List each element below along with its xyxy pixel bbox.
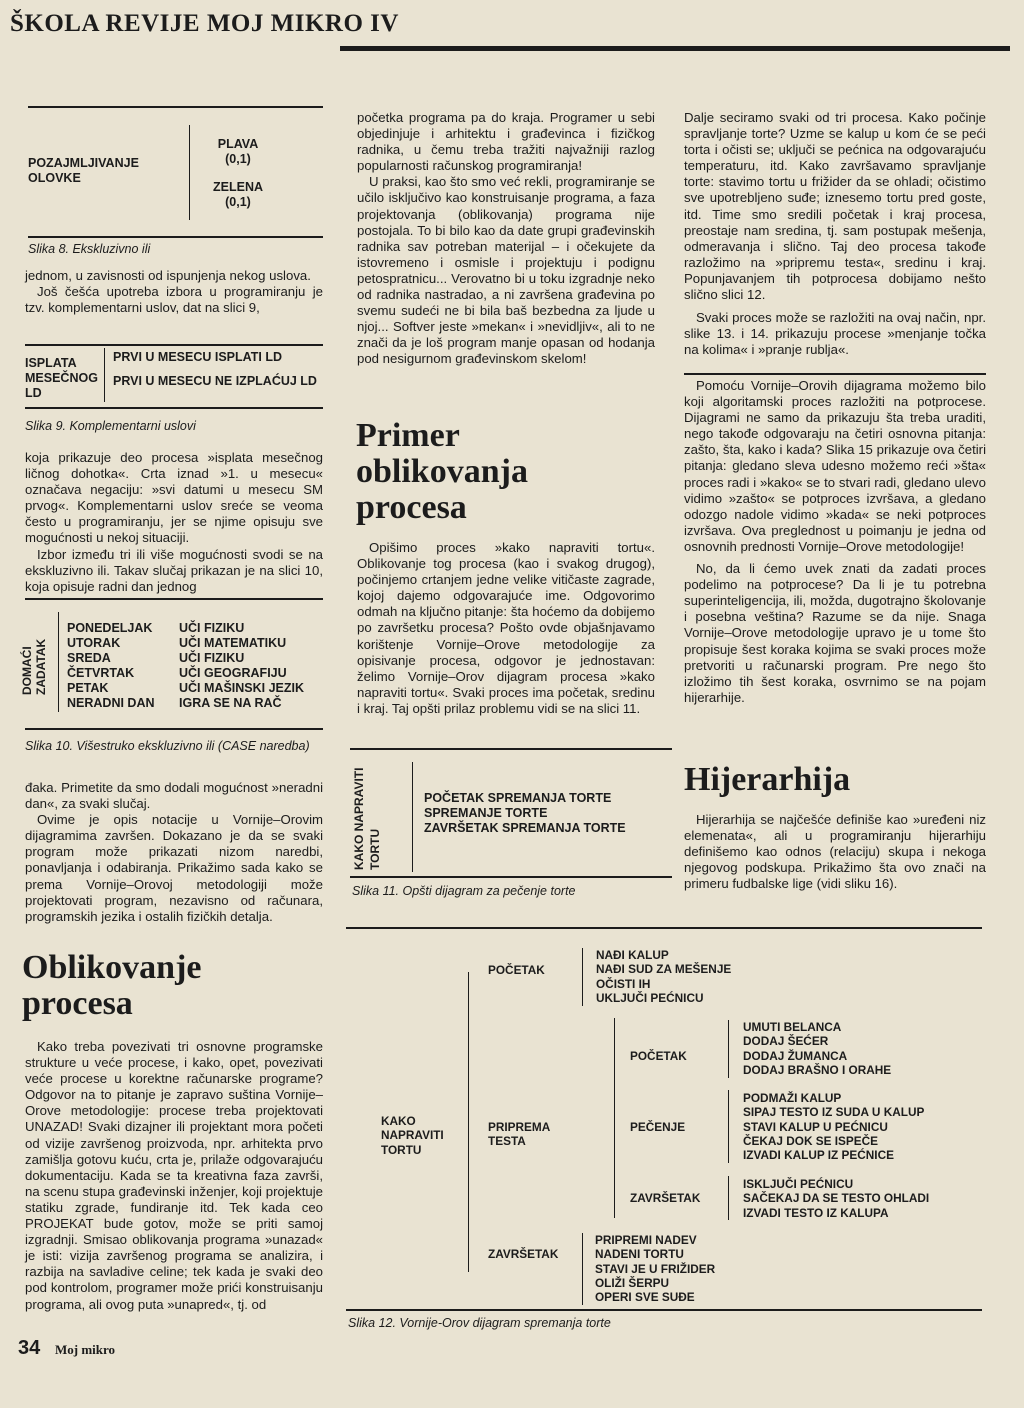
paragraph: Svaki proces može se razložiti na ovaj način, npr. slike 13. i 14. prikazuju procese »menjanje točka na kolima« i »pranje rublja«.: [684, 310, 986, 358]
fig10-caption: Slika 10. Višestruko ekskluzivno ili (CASE naredba): [25, 739, 310, 753]
divider: [25, 598, 323, 600]
divider: [350, 876, 672, 878]
page-number: 34: [18, 1337, 41, 1359]
day-item: UTORAK: [67, 636, 121, 650]
col2-block-1: [357, 110, 655, 368]
fig11-caption: Slika 11. Opšti dijagram za pečenje torte: [352, 884, 576, 898]
fig12-bake-brace: [728, 1090, 729, 1163]
paragraph: koja prikazuje deo procesa »isplata mesečnog ličnog dohotka«. Crta iznad »1. u mesecu« označava negaciju: »svi datumi u mesecu SM prvog«. Komplementarni uslov sreće se veoma često u programiranju, jer se njime opisuju sve mogućnosti u nekoj situaciji.: [25, 450, 323, 546]
fig12-root: KAKO NAPRAVITI TORTU: [381, 1114, 444, 1157]
day-item: PONEDELJAK: [67, 621, 153, 635]
fig10-tasks: [179, 621, 304, 711]
paragraph: Izbor između tri ili više mogućnosti svodi se na ekskluzivno ili. Takav slučaj prikazan je na slici 10, koja opisuje radni dan jednog: [25, 546, 323, 594]
fig10-vertical-label-1: DOMAĆI: [20, 646, 34, 695]
section-heading-oblikovanje: Oblikovanje procesa: [22, 949, 202, 1022]
fig12-l2-end: ZAVRŠETAK: [630, 1191, 701, 1205]
paragraph: jednom, u zavisnosti od ispunjenja nekog uslova.: [25, 268, 311, 283]
paragraph: Pomoću Vornije–Orovih dijagrama možemo bilo koji algoritamski proces razložiti na potprocese. Dijagrami ne samo da prikazuju šta treba uraditi, nego takođe odgovaraju na četiri osnovna pitanja: zašto, šta, kako i kada? Slika 15 prikazuje ova četiri pitanja: gledano sleva udesno možemo reći »šta« proces radi i »kako« se to stvari radi, gledano ulevo vidimo »zašto« se potproces izvršava, a gledano odozgo nadole vidimo »kada« se neki potproces izvršava. Ova preglednost u poimanju je jedna od osnovnih prednosti Vornije–Orove metodologije!: [684, 378, 986, 554]
divider: [25, 728, 323, 730]
fig12-l2-bake: PEČENJE: [630, 1120, 686, 1134]
col1-block-2: [25, 450, 323, 595]
task-item: UČI FIZIKU: [179, 621, 245, 635]
fig8-brace: [189, 125, 190, 220]
fig12-start-items: NAĐI KALUP NAĐI SUD ZA MEŠENJE OČISTI IH UKLJUČI PEĆNICU: [596, 948, 732, 1005]
fig12-root-brace: [468, 972, 469, 1272]
paragraph: Kako treba povezivati tri osnovne programske strukture u veće procese, i kako, opet, povezivati veće procese u korektne računarske programe? Odgovor na to pitanje je zapravo suština Vornije–Orove metodologije: procese treba projektovati UNAZAD! Svaki dizajner ili projektant mora početi od vizije završenog proizvoda, npr. arhitekta prvo zamišlja gotovu kuću, crta je, prilaže odgovarajuću dokumentaciju. Kada se ta kreativna faza završi, na scenu stupa građevinski inženjer, koji projektuje statiku zgrade, fundiranje itd. Tek kada ceo PROJEKAT bude gotov, može se priti samoj izgradnji. Smisao oblikovanja programa »unazad« je isti: vizija završenog programa se analizira, i razbija na savladive celine; tek kada je svaki deo pod kontrolom, programer može prići konstruisanju programa, ali ovog puta »unapred«, tj. od: [25, 1039, 323, 1312]
fig12-prep-brace: [614, 1018, 615, 1218]
divider: [350, 748, 672, 750]
task-item: UČI FIZIKU: [179, 651, 245, 665]
process-item: SPREMANJE TORTE: [424, 806, 548, 820]
fig8-option-1: PLAVA (0,1): [217, 137, 259, 166]
paragraph: đaka. Primetite da smo dodali mogućnost »neradni dan«, za svaki slučaj.: [25, 780, 323, 812]
fig12-caption: Slika 12. Vornije-Orov dijagram spremanja torte: [348, 1316, 611, 1330]
fig12-l2-start: POČETAK: [630, 1049, 687, 1063]
fig12-prep-start-items: UMUTI BELANCA DODAJ ŠEĆER DODAJ ŽUMANCA DODAJ BRAŠNO I ORAHE: [743, 1020, 892, 1077]
fig11-brace: [412, 762, 413, 872]
divider: [28, 236, 323, 238]
process-item: POČETAK SPREMANJA TORTE: [424, 791, 612, 805]
fig9-caption: Slika 9. Komplementarni uslovi: [25, 419, 196, 433]
col3-block-3: [684, 812, 986, 892]
day-item: SREDA: [67, 651, 111, 665]
fig8-caption: Slika 8. Ekskluzivno ili: [28, 242, 151, 256]
header-rule: [340, 46, 1010, 51]
task-item: IGRA SE NA RAČ: [179, 696, 282, 710]
task-item: UČI GEOGRAFIJU: [179, 666, 287, 680]
fig9-brace: [104, 348, 105, 402]
fig10-days: [67, 621, 155, 711]
paragraph: Hijerarhija se najčešće definiše kao »uređeni niz elemenata«, ali u programiranju hijerarhiju definišemo kao odnos (relaciju) skupa i nekoga njegovog podskupa. Prikažimo šta ovo znači na primeru fudbalske lige (vidi sliku 16).: [684, 812, 986, 892]
fig10-vertical-label-2: ZADATAK: [34, 638, 48, 695]
day-item: ČETVRTAK: [67, 666, 135, 680]
process-item: ZAVRŠETAK SPREMANJA TORTE: [424, 821, 626, 835]
task-item: UČI MAŠINSKI JEZIK: [179, 681, 305, 695]
paragraph: Opišimo proces »kako napraviti tortu«. Oblikovanje tog procesa (kao i svakog drugog), počinjemo crtanjem jedne velike vitičaste zagrade, kojoj dajemo odgovarajuće ime. Odgovorimo odmah na ključno pitanje: šta hoćemo da dobijemo po završetku procesa? Pošto ovde objašnjavamo korištenje Vornije–Orove metodologije za opisivanje procesa, odgovor je jednostavan: želimo Vornije–Orov dijagram procesa »kako napraviti tortu«. Svaki proces ima početak, sredinu i kraj. Taj opšti prilaz problemu vidi se na slici 11.: [357, 540, 655, 716]
fig12-prep-start-brace: [728, 1020, 729, 1078]
col1-block-4: [25, 1039, 323, 1313]
paragraph: No, da li ćemo uvek znati da zadati proces podelimo na potprocese? Da li je tu potrebna superinteligencija, ili, možda, dugotrajno školovanje i posebna veština? Razume se da nije. Snaga Vornije–Orove metodologije upravo je u tome što propisuje šest koraka kojima se svaki proces može pretvoriti u računarski program. Pre nego što izložimo tih šest koraka, osvrnimo se na pojam hijerarhije.: [684, 561, 986, 705]
divider: [25, 407, 323, 409]
paragraph: Još češća upotreba izbora u programiranju je tzv. komplementarni uslov, dat na slici 9,: [25, 284, 323, 316]
divider: [346, 927, 982, 929]
col2-block-2: [357, 540, 655, 717]
fig9-left-label: ISPLATA MESEČNOG LD: [25, 356, 98, 400]
day-item: PETAK: [67, 681, 109, 695]
fig12-start-brace: [582, 948, 583, 1006]
paragraph: Dalje seciramo svaki od tri procesa. Kako počinje spravljanje torte? Uzme se kalup u kom će se peći torta i očisti se; uključi se pećnica na odgovarajuću temperaturu, itd. Kako završavamo spravljanje torte: stavimo tortu u frižider da se ohladi; očistimo sve upotrebljeno suđe; iznesemo tortu pred goste, itd. Time smo sredili početak i kraj procesa, preostaje nam sredina, tj. sam postupak mešenja, odmeravanja i slično. Taj deo procesa takođe razložimo na »pripremu testa«, sredinu i kraj. Popunjavanjem tih potprocesa dobijamo nešto slično slici 12.: [684, 110, 986, 303]
fig12-end-brace: [582, 1233, 583, 1305]
fig9-option-1: PRVI U MESECU ISPLATI LD: [113, 350, 283, 364]
fig9-option-2: PRVI U MESECU NE IZPLAĆUJ LD: [113, 374, 317, 388]
divider: [346, 1309, 982, 1311]
fig12-l1-end: ZAVRŠETAK: [488, 1247, 559, 1261]
fig8-option-2: ZELENA (0,1): [213, 180, 263, 209]
paragraph: početka programa pa do kraja. Programer u sebi objedinjuje i arhitektu i građevinca i fizičkog radnika, u čemu treba tražiti najvažniji razlog popularnosti računskog programiranja!: [357, 110, 655, 174]
divider: [25, 344, 323, 346]
fig11-vertical-label-2: TORTU: [368, 828, 382, 870]
paragraph: U praksi, kao što smo već rekli, programiranje se učilo isključivo kao konstruisanje programa, a faza projektovanja (oblikovanja) programa nije postojala. To bi bilo kao da date grupi građevinskih radnika sav potreban materijal – i očekujete da istovremeno i osmisle i projektuju i podignu petospratnicu... Verovatno bi u toku izgradnje neko od radnika nastradao, a ni završena građevina po svemu sudeći ne bi bila baš bezbedna za ljude u njoj... Softver jeste »mekan« i »nevidljiv«, ali to ne znači da je loš program manje opasan od hodanja pod nesigurnom građevinskom skelom!: [357, 174, 655, 367]
fig12-prep-end-items: ISKLJUČI PEĆNICU SAČEKAJ DA SE TESTO OHLADI IZVADI TESTO IZ KALUPA: [743, 1177, 930, 1220]
col3-block-2: [684, 378, 986, 706]
fig12-l1-start: POČETAK: [488, 963, 545, 977]
fig10-brace: [58, 612, 59, 712]
fig8-left-label: POZAJMLJIVANJE OLOVKE: [28, 156, 139, 185]
divider: [684, 373, 986, 375]
fig12-l1-prep: PRIPREMA TESTA: [488, 1120, 551, 1149]
col1-block-3: [25, 780, 323, 925]
page-header: ŠKOLA REVIJE MOJ MIKRO IV: [10, 10, 399, 37]
fig11-vertical-label-1: KAKO NAPRAVITI: [352, 767, 366, 870]
day-item: NERADNI DAN: [67, 696, 155, 710]
fig12-bake-items: PODMAŽI KALUP SIPAJ TESTO IZ SUDA U KALUP STAVI KALUP U PEĆNICU ČEKAJ DOK SE ISPEČE IZVADI KALUP IZ PEĆNICE: [743, 1091, 925, 1163]
fig12-prep-end-brace: [728, 1176, 729, 1220]
col3-block-1: [684, 110, 986, 358]
paragraph: Ovime je opis notacije u Vornije–Orovim dijagramima završen. Dokazano je da se svaki program može prikazati nizom naredbi, ponavljanja i odabiranja. Prikažimo sada kako se prema Vornije–Orovoj metodologiji može projektovati program, nezavisno od računara, programskih jezika i ostalih fizičkih detalja.: [25, 812, 323, 924]
task-item: UČI MATEMATIKU: [179, 636, 287, 650]
section-heading-primer: Primer oblikovanja procesa: [356, 417, 528, 526]
footer-title: Moj mikro: [55, 1342, 116, 1357]
col1-block-1: [25, 268, 323, 316]
fig12-end-items: PRIPREMI NADEV NADENI TORTU STAVI JE U FRIŽIDER OLIŽI ŠERPU OPERI SVE SUĐE: [595, 1233, 716, 1305]
section-heading-hijerarhija: Hijerarhija: [684, 761, 851, 798]
fig11-items: [424, 791, 626, 836]
divider: [28, 106, 323, 108]
